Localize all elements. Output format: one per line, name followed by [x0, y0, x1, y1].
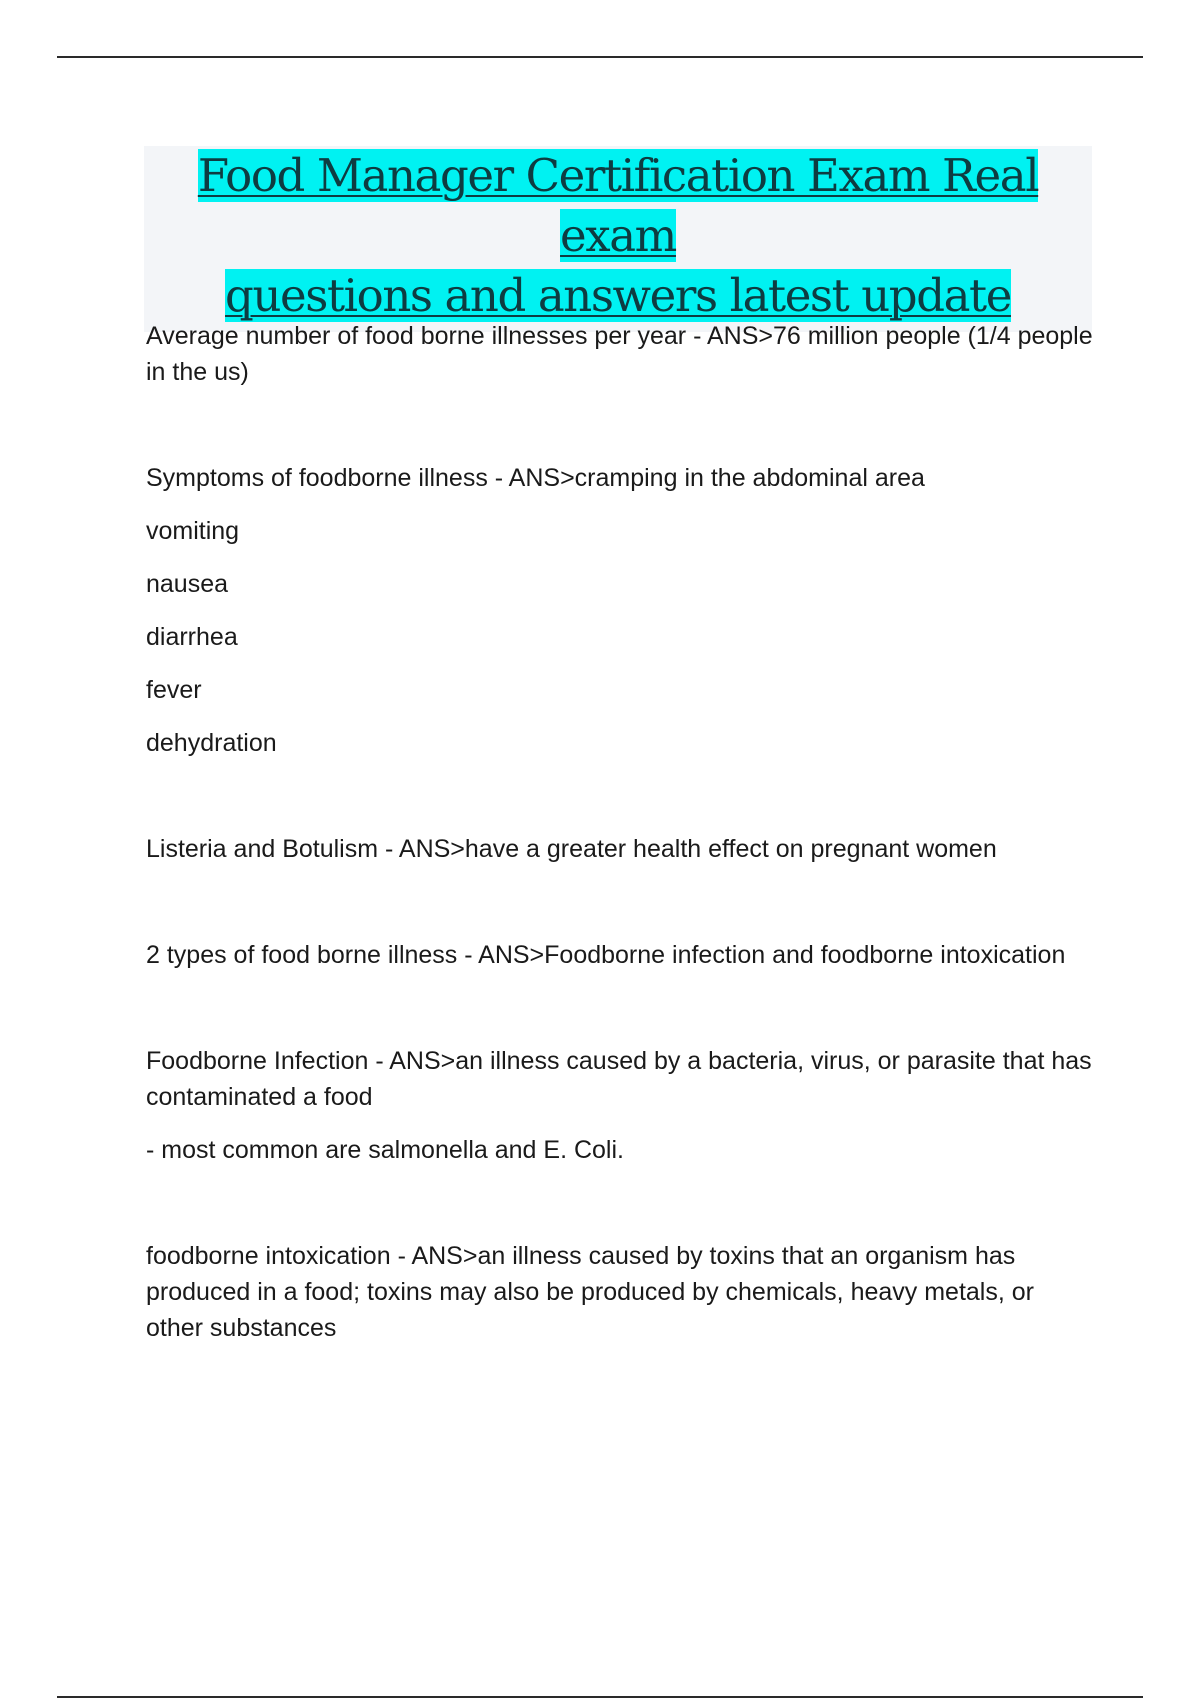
qa-text: - most common are salmonella and E. Coli.: [146, 1136, 624, 1164]
qa-text: dehydration: [146, 729, 277, 757]
qa-text: foodborne intoxication - ANS>an illness caused by toxins that an organism has produced in a food; toxins may also be produced by chemicals, heavy metals, or other substances: [146, 1242, 1034, 1342]
qa-item: [146, 318, 1096, 390]
qa-list: [146, 318, 1096, 1416]
qa-item: [146, 460, 1096, 761]
qa-text: Listeria and Botulism - ANS>have a greater health effect on pregnant women: [146, 835, 997, 863]
qa-text: nausea: [146, 570, 229, 598]
qa-text: fever: [146, 676, 202, 704]
qa-item: [146, 1043, 1096, 1168]
qa-text: 2 types of food borne illness - ANS>Foodborne infection and foodborne intoxication: [146, 941, 1066, 969]
header-rule: [57, 56, 1143, 58]
document-title: [144, 146, 1092, 332]
qa-text: Average number of food borne illnesses per year - ANS>76 million people (1/4 people in the us): [146, 322, 1093, 386]
title-line-2: questions and answers latest update: [225, 269, 1011, 322]
qa-item: [146, 937, 1096, 973]
title-line-1: Food Manager Certification Exam Real exam: [197, 149, 1039, 262]
qa-text: Symptoms of foodborne illness - ANS>cramping in the abdominal area: [146, 464, 925, 492]
qa-item: [146, 831, 1096, 867]
qa-text: diarrhea: [146, 623, 238, 651]
qa-text: vomiting: [146, 517, 240, 545]
qa-item: [146, 1238, 1096, 1346]
qa-text: Foodborne Infection - ANS>an illness caused by a bacteria, virus, or parasite that has contaminated a food: [146, 1047, 1092, 1111]
footer-rule: [57, 1696, 1143, 1698]
